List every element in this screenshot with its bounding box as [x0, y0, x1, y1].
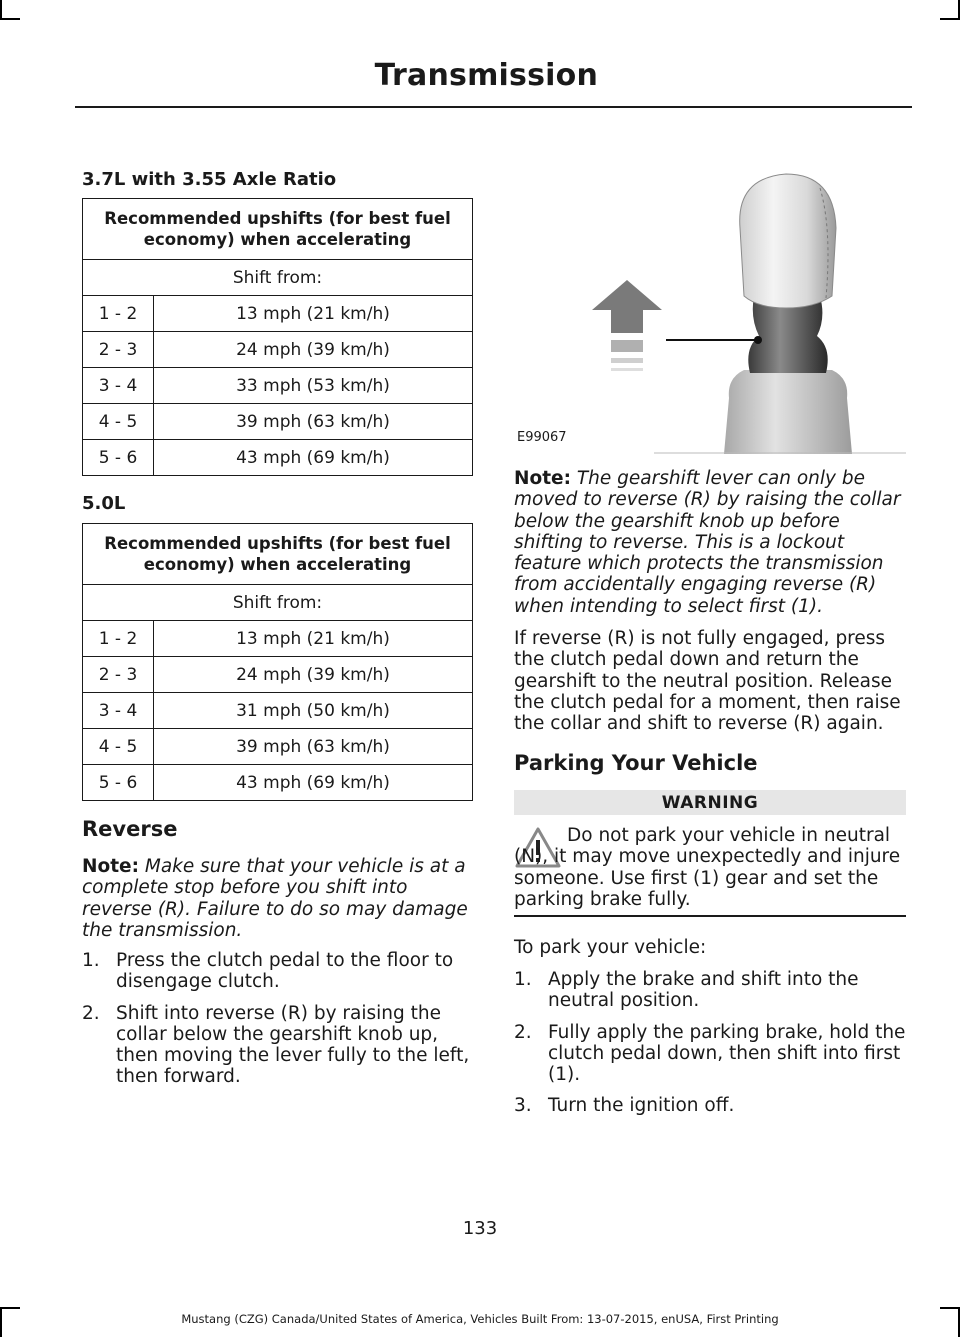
header-divider: [75, 106, 912, 108]
page-footer: Mustang (CZG) Canada/United States of America, Vehicles Built From: 13-07-2015, enUSA, First Printing: [181, 1312, 779, 1326]
step-text: Apply the brake and shift into the neutral position.: [548, 969, 859, 1012]
gear-cell: 5 - 6: [83, 440, 154, 476]
list-item: [82, 950, 473, 993]
step-number: 1.: [514, 969, 532, 990]
gearshift-knob-illustration: [514, 168, 906, 454]
speed-cell: 24 mph (39 km/h): [154, 657, 473, 693]
gear-cell: 2 - 3: [83, 657, 154, 693]
gearshift-note: [514, 468, 906, 617]
parking-steps: [514, 969, 906, 1127]
step-text: Shift into reverse (R) by raising the collar below the gearshift knob up, then moving the lever fully to the left, then forward.: [116, 1002, 470, 1088]
list-item: [514, 1022, 906, 1086]
gear-cell: 1 - 2: [83, 296, 154, 332]
table-subheader: Shift from:: [83, 585, 473, 621]
step-number: 1.: [82, 950, 100, 971]
gear-cell: 2 - 3: [83, 332, 154, 368]
speed-cell: 13 mph (21 km/h): [154, 621, 473, 657]
table-row: [83, 404, 473, 440]
gear-cell: 4 - 5: [83, 404, 154, 440]
step-number: 2.: [514, 1021, 532, 1043]
reverse-steps: [82, 950, 473, 1098]
speed-cell: 33 mph (53 km/h): [154, 368, 473, 404]
step-text: Press the clutch pedal to the floor to disengage clutch.: [116, 950, 454, 993]
table-row: [83, 693, 473, 729]
crop-mark: [940, 18, 960, 20]
list-item: [82, 1003, 473, 1088]
speed-cell: 31 mph (50 km/h): [154, 693, 473, 729]
speed-cell: 43 mph (69 km/h): [154, 765, 473, 801]
table-subheader: Shift from:: [83, 260, 473, 296]
table-row: [83, 332, 473, 368]
speed-cell: 24 mph (39 km/h): [154, 332, 473, 368]
speed-cell: 39 mph (63 km/h): [154, 729, 473, 765]
crop-mark: [0, 18, 20, 20]
step-number: 3.: [514, 1095, 532, 1117]
gear-cell: 3 - 4: [83, 368, 154, 404]
reverse-heading: Reverse: [82, 817, 178, 841]
section-heading-50l: 5.0L: [82, 493, 126, 514]
table-row: [83, 296, 473, 332]
gear-cell: 3 - 4: [83, 693, 154, 729]
speed-cell: 13 mph (21 km/h): [154, 296, 473, 332]
reverse-note: [82, 856, 473, 941]
table-row: [83, 729, 473, 765]
speed-cell: 39 mph (63 km/h): [154, 404, 473, 440]
page-number: 133: [462, 1218, 498, 1239]
table-row: [83, 657, 473, 693]
crop-mark: [0, 0, 2, 20]
parking-intro: To park your vehicle:: [514, 937, 707, 958]
note-label: Note:: [514, 468, 571, 489]
illustration-code: E99067: [517, 430, 567, 445]
table-row: [83, 621, 473, 657]
note-text: The gearshift lever can only be moved to reverse (R) by raising the collar below the gearshift knob up before shifting to reverse. This is a lockout feature which protects the transmission from accidentally engaging reverse (R) when intending to select first (1).: [514, 468, 901, 617]
step-number: 2.: [82, 1002, 100, 1024]
note-text: Make sure that your vehicle is at a complete stop before you shift into reverse (R). Failure to do so may damage the transmission.: [82, 856, 468, 941]
up-arrow-icon: [592, 280, 662, 371]
table-header: Recommended upshifts (for best fuel economy) when accelerating: [83, 199, 473, 260]
list-item: [514, 1095, 906, 1116]
crop-mark: [940, 1307, 960, 1309]
speed-cell: 43 mph (69 km/h): [154, 440, 473, 476]
note-label: Note:: [82, 856, 139, 877]
warning-label: WARNING: [514, 790, 906, 815]
table-row: [83, 765, 473, 801]
step-text: Turn the ignition off.: [548, 1095, 735, 1117]
warning-divider: [514, 915, 906, 917]
parking-heading: Parking Your Vehicle: [514, 751, 758, 775]
gear-cell: 5 - 6: [83, 765, 154, 801]
page-header-title: Transmission: [374, 58, 598, 93]
step-text: Fully apply the parking brake, hold the clutch pedal down, then shift into first (1).: [548, 1021, 906, 1086]
table-header: Recommended upshifts (for best fuel economy) when accelerating: [83, 524, 473, 585]
gear-cell: 4 - 5: [83, 729, 154, 765]
table-row: [83, 440, 473, 476]
section-heading-37l: 3.7L with 3.55 Axle Ratio: [82, 169, 337, 190]
warning-text: Do not park your vehicle in neutral (N), it may move unexpectedly and injure someone. Use first (1) gear and set the parking brake fully.: [514, 825, 901, 910]
shifter-boot: [724, 370, 852, 454]
crop-mark: [0, 1307, 20, 1309]
upshift-table-37l: [82, 198, 473, 476]
reverse-engage-paragraph: If reverse (R) is not fully engaged, press the clutch pedal down and return the gearshift to the neutral position. Release the clutch pedal for a moment, then raise the collar and shift to reverse (R) again.: [514, 628, 901, 735]
gear-cell: 1 - 2: [83, 621, 154, 657]
table-row: [83, 368, 473, 404]
list-item: [514, 969, 906, 1012]
upshift-table-50l: [82, 523, 473, 801]
